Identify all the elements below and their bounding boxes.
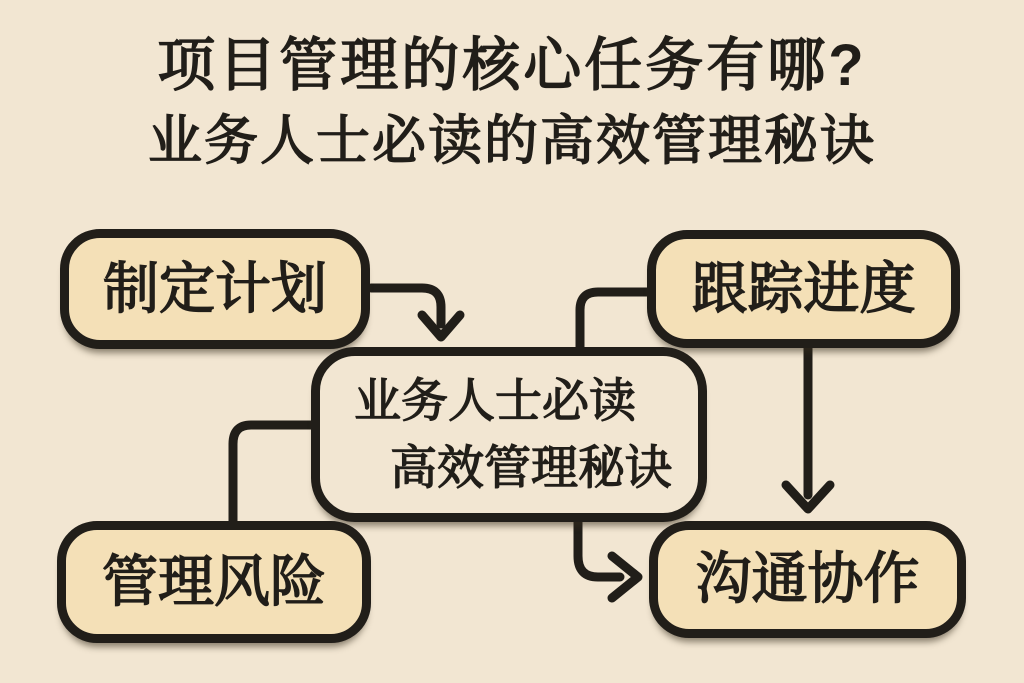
node-track-progress-label: 跟踪进度: [691, 256, 916, 320]
node-communicate-collaborate-label: 沟通协作: [695, 547, 920, 611]
node-center-topic-line-1: 业务人士必读: [354, 373, 636, 427]
node-center-topic-line-2: 高效管理秘诀: [390, 440, 672, 494]
edge-center-to-risk: [233, 425, 312, 521]
node-make-plan-label: 制定计划: [103, 256, 327, 320]
node-manage-risk: [57, 521, 371, 643]
node-communicate-collaborate: [649, 521, 966, 638]
node-make-plan: [60, 229, 370, 349]
node-track-progress: [647, 230, 960, 348]
title-block: [0, 34, 1024, 171]
edge-track-to-center: [580, 292, 649, 348]
node-manage-risk-label: 管理风险: [102, 549, 326, 613]
title-line-1: 项目管理的核心任务有哪?: [157, 33, 867, 98]
title-line-2: 业务人士必读的高效管理秘诀: [148, 110, 876, 171]
edge-center-to-collab: [578, 521, 620, 577]
node-center-topic: [311, 347, 707, 522]
